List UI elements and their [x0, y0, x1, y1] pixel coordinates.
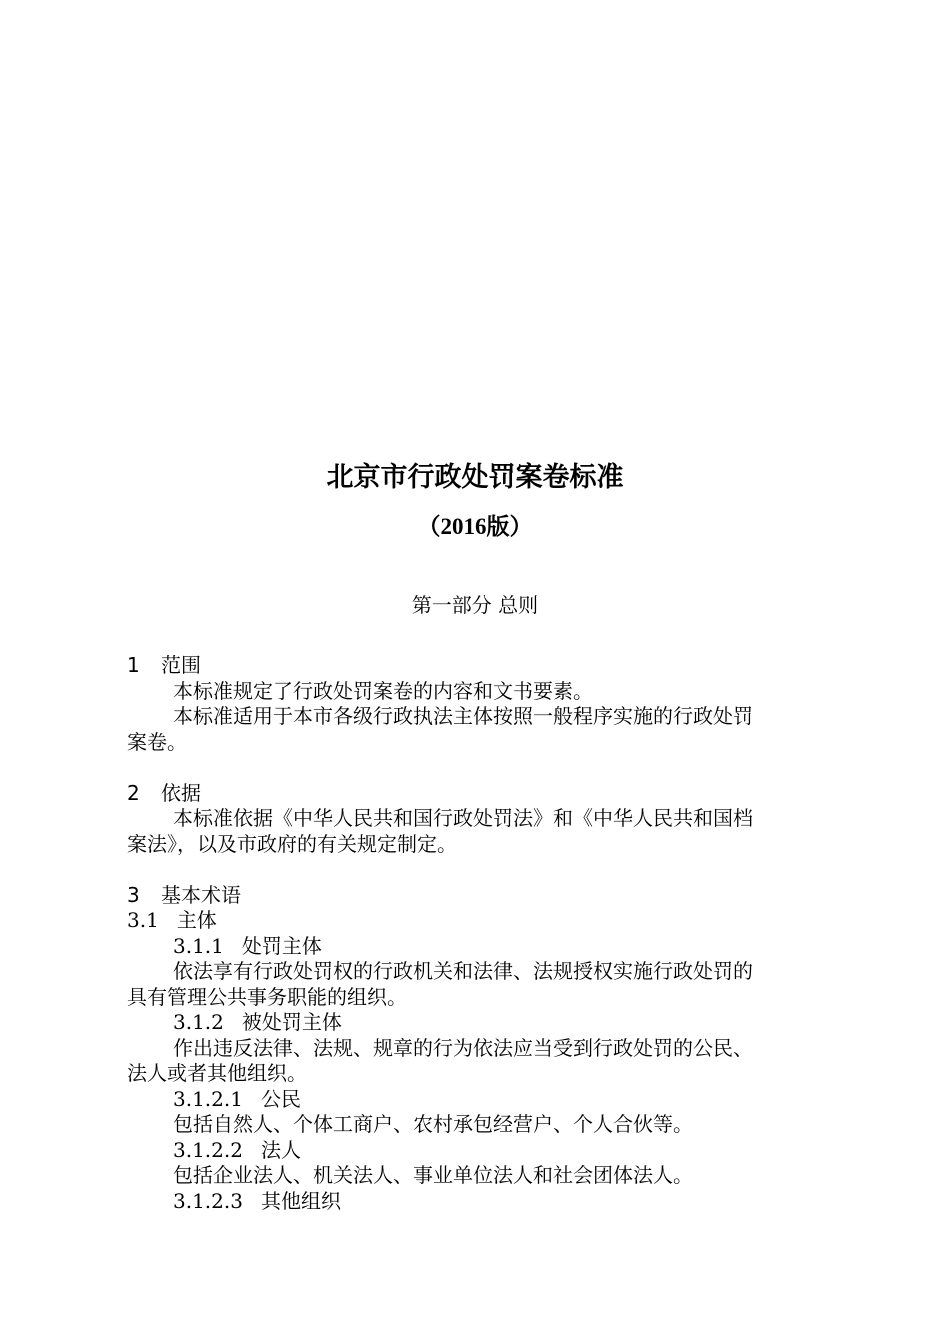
spacer	[127, 857, 827, 883]
paragraph: 作出违反法律、法规、规章的行为依法应当受到行政处罚的公民、	[173, 1035, 753, 1060]
section-title: 范围	[161, 653, 201, 677]
spacer	[127, 755, 827, 781]
paragraph-continuation: 案卷。	[127, 729, 187, 754]
section-number: 1	[127, 653, 140, 677]
term-heading	[127, 1010, 827, 1036]
section-heading	[127, 781, 827, 807]
paragraph-continuation: 案法》，以及市政府的有关规定制定。	[127, 831, 457, 856]
term-title: 主体	[176, 908, 217, 932]
paragraph: 依法享有行政处罚权的行政机关和法律、法规授权实施行政处罚的	[173, 959, 753, 983]
term-number: 3.1.2.3	[173, 1188, 243, 1213]
section-heading	[127, 883, 827, 909]
term-title: 法人	[260, 1137, 301, 1162]
section-title: 依据	[161, 780, 201, 805]
document-body	[127, 653, 827, 1214]
term-title: 其他组织	[260, 1188, 341, 1213]
paragraph-continuation: 法人或者其他组织。	[127, 1061, 307, 1085]
term-heading	[127, 1087, 827, 1113]
term-number: 3.1.1	[173, 933, 224, 958]
term-title: 公民	[260, 1086, 301, 1111]
paragraph: 包括企业法人、机关法人、事业单位法人和社会团体法人。	[173, 1163, 693, 1187]
term-number: 3.1.2.2	[173, 1137, 243, 1162]
paragraph: 包括自然人、个体工商户、农村承包经营户、个人合伙等。	[173, 1112, 693, 1136]
term-heading	[127, 1138, 827, 1164]
paragraph: 本标准依据《中华人民共和国行政处罚法》和《中华人民共和国档	[173, 806, 753, 830]
term-number: 3.1.2	[173, 1010, 224, 1034]
term-heading	[127, 908, 827, 934]
paragraph: 本标准规定了行政处罚案卷的内容和文书要素。	[173, 678, 593, 703]
term-heading	[127, 934, 827, 960]
term-number: 3.1	[127, 908, 159, 932]
term-title: 处罚主体	[241, 933, 322, 958]
document-title: 北京市行政处罚案卷标准	[326, 462, 624, 493]
term-heading	[127, 1189, 827, 1215]
document-subtitle: （2016版）	[417, 514, 533, 539]
paragraph-continuation: 具有管理公共事务职能的组织。	[127, 984, 407, 1009]
section-number: 3	[127, 882, 140, 907]
section-number: 2	[127, 780, 140, 805]
part-heading: 第一部分 总则	[411, 593, 539, 617]
term-title: 被处罚主体	[241, 1010, 342, 1034]
term-number: 3.1.2.1	[173, 1086, 243, 1111]
section-heading	[127, 653, 827, 679]
paragraph: 本标准适用于本市各级行政执法主体按照一般程序实施的行政处罚	[173, 704, 753, 728]
section-title: 基本术语	[161, 882, 241, 907]
